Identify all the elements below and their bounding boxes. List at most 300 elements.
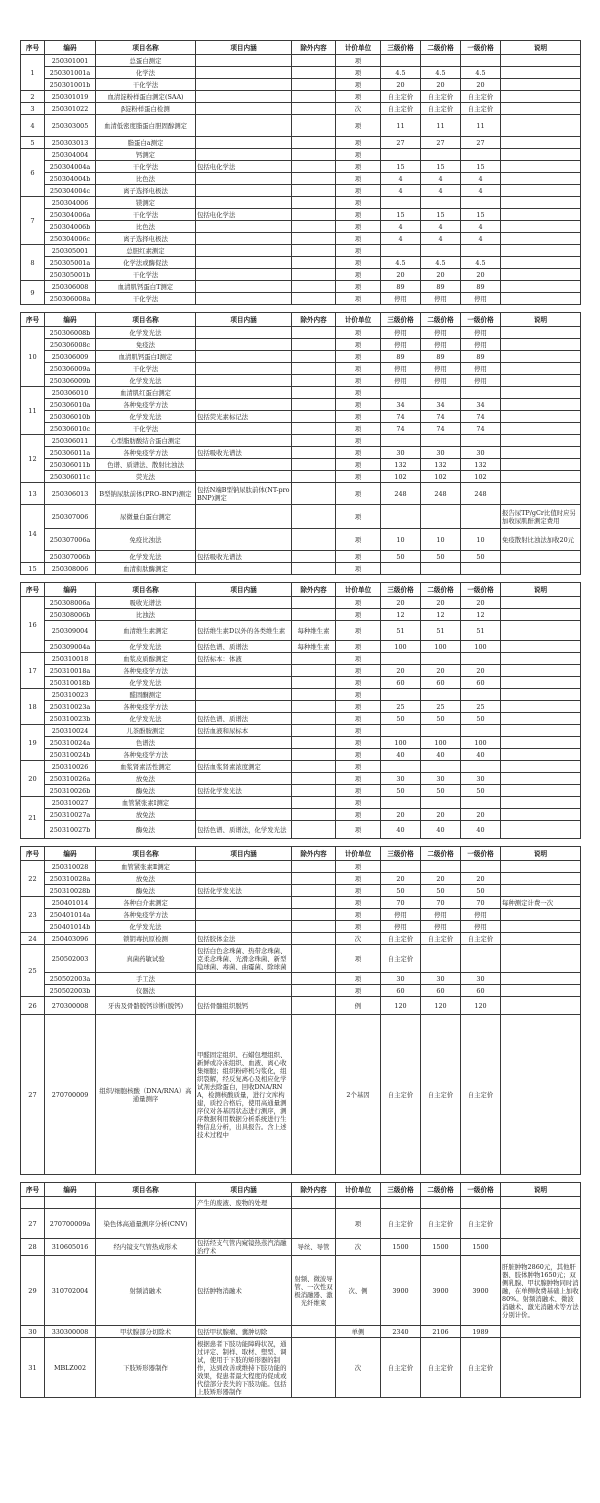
- item-name-cell: 酶免法: [96, 821, 196, 839]
- item-content-cell: [196, 233, 292, 245]
- notes-cell: [501, 873, 581, 885]
- level2-price-cell: [421, 245, 461, 257]
- level3-price-cell: 15: [381, 209, 421, 221]
- table-row: [21, 551, 581, 563]
- item-content-cell: [196, 173, 292, 185]
- table-row: [21, 257, 581, 269]
- level2-price-cell: 自主定价: [421, 1338, 461, 1398]
- level1-price-cell: 4.5: [461, 257, 501, 269]
- page-break: [21, 575, 581, 583]
- item-name-cell: 放免法: [96, 873, 196, 885]
- notes-cell: [501, 997, 581, 1015]
- level3-price-cell: 60: [381, 677, 421, 689]
- unit-cell: 项: [336, 529, 381, 551]
- level3-price-cell: 30: [381, 447, 421, 459]
- item-content-cell: [196, 281, 292, 293]
- notes-cell: 每种测定计费一次: [501, 897, 581, 909]
- seq-cell: 3: [21, 103, 45, 115]
- item-name-header: 项目名称: [96, 313, 196, 327]
- level3-price-cell: 27: [381, 137, 421, 149]
- seq-cell: 31: [21, 1338, 45, 1398]
- item-name-cell: 化学发光法: [96, 551, 196, 563]
- level1-price-cell: 20: [461, 269, 501, 281]
- excluded-cell: [292, 551, 336, 563]
- excluded-cell: [292, 677, 336, 689]
- level1-price-cell: 30: [461, 447, 501, 459]
- item-content-cell: [196, 327, 292, 339]
- level3-price-cell: 50: [381, 785, 421, 797]
- item-content-cell: [196, 79, 292, 91]
- unit-cell: 项: [336, 809, 381, 821]
- item-content-cell: [196, 293, 292, 305]
- unit-cell: 项: [336, 447, 381, 459]
- code-cell: 250310027a: [45, 809, 96, 821]
- table-row: [21, 459, 581, 471]
- notes-cell: [501, 161, 581, 173]
- item-name-cell: 比色法: [96, 221, 196, 233]
- level2-price-cell: [421, 55, 461, 67]
- item-content-cell: [196, 269, 292, 281]
- level1-price-cell: 1500: [461, 1239, 501, 1256]
- item-content-cell: [196, 665, 292, 677]
- level3-price-cell: 3900: [381, 1256, 421, 1326]
- level1-price-cell: 停用: [461, 363, 501, 375]
- code-cell: 250310018: [45, 653, 96, 665]
- excluded-cell: [292, 327, 336, 339]
- level3-price-cell: 15: [381, 161, 421, 173]
- code-cell: 250305001b: [45, 269, 96, 281]
- level1-price-cell: 12: [461, 609, 501, 621]
- item-content-cell: 包括化学发光法: [196, 785, 292, 797]
- item-name-cell: 化学发光法: [96, 713, 196, 725]
- seq-cell: 1: [21, 55, 45, 91]
- table-row: [21, 55, 581, 67]
- excluded-cell: [292, 387, 336, 399]
- level3-price-cell: 100: [381, 641, 421, 653]
- level2-price-cell: 20: [421, 597, 461, 609]
- level1-price-cell: 停用: [461, 339, 501, 351]
- page-break-gap: [21, 305, 581, 313]
- table-row: [21, 327, 581, 339]
- level1-price-cell: 30: [461, 773, 501, 785]
- excluded-cell: [292, 67, 336, 79]
- notes-cell: [501, 435, 581, 447]
- level3-price-cell: 11: [381, 115, 421, 137]
- unit-cell: 项: [336, 921, 381, 933]
- code-cell: 250310027: [45, 797, 96, 809]
- excluded-cell: [292, 293, 336, 305]
- seq-cell: 24: [21, 933, 45, 945]
- seq-cell: 19: [21, 725, 45, 761]
- seq-cell: 6: [21, 149, 45, 197]
- level1-price-cell: 10: [461, 529, 501, 551]
- notes-cell: [501, 221, 581, 233]
- seq-cell: 9: [21, 281, 45, 305]
- notes-cell: [501, 269, 581, 281]
- level2-price-cell: 10: [421, 529, 461, 551]
- seq-cell: 5: [21, 137, 45, 149]
- level2-price-cell: 2106: [421, 1326, 461, 1338]
- level2-price-cell: 74: [421, 411, 461, 423]
- seq-cell: 18: [21, 689, 45, 725]
- item-name-cell: 化学发光法: [96, 327, 196, 339]
- item-name-cell: 射频消融术: [96, 1256, 196, 1326]
- level3-price-cell: [381, 435, 421, 447]
- level2-price-cell: 74: [421, 423, 461, 435]
- notes-cell: [501, 483, 581, 505]
- page-break-gap: [21, 839, 581, 847]
- code-header: 编码: [45, 583, 96, 597]
- level1-price-cell: 4: [461, 221, 501, 233]
- table-row: [21, 921, 581, 933]
- notes-cell: [501, 809, 581, 821]
- code-cell: 310605016: [45, 1239, 96, 1256]
- code-cell: 330300008: [45, 1326, 96, 1338]
- seq-cell: 29: [21, 1256, 45, 1326]
- item-content-cell: [196, 91, 292, 103]
- level1-price-cell: 40: [461, 749, 501, 761]
- item-content-cell: [196, 773, 292, 785]
- level2-price-cell: [421, 689, 461, 701]
- excluded-cell: [292, 161, 336, 173]
- item-name-cell: 放免法: [96, 773, 196, 785]
- item-name-cell: 色谱法: [96, 737, 196, 749]
- level1-price-cell: 自主定价: [461, 1338, 501, 1398]
- code-cell: 250306008b: [45, 327, 96, 339]
- level1-price-cell: [461, 197, 501, 209]
- level2-price-cell: [421, 653, 461, 665]
- seq-cell: 15: [21, 563, 45, 575]
- item-name-cell: 干化学法: [96, 209, 196, 221]
- excluded-cell: [292, 563, 336, 575]
- unit-cell: 项: [336, 897, 381, 909]
- unit-cell: 项: [336, 55, 381, 67]
- item-name-cell: 血浆皮质醇测定: [96, 653, 196, 665]
- code-cell: 250304004a: [45, 161, 96, 173]
- item-content-cell: [196, 363, 292, 375]
- item-name-cell: 吸收光谱法: [96, 597, 196, 609]
- level2-price-cell: 停用: [421, 921, 461, 933]
- item-name-cell: 血浆肾素活性测定: [96, 761, 196, 773]
- table-row: [21, 1209, 581, 1239]
- item-content-cell: 包括经支气管内窥镜热蒸汽消融治疗术: [196, 1239, 292, 1256]
- table-row: [21, 749, 581, 761]
- excluded-cell: [292, 713, 336, 725]
- code-cell: 270700009: [45, 1015, 96, 1175]
- notes-header: 说明: [501, 313, 581, 327]
- unit-cell: 项: [336, 737, 381, 749]
- notes-cell: [501, 281, 581, 293]
- item-name-cell: 染色体高通量测序分析(CNV): [96, 1209, 196, 1239]
- level2-price-cell: 50: [421, 551, 461, 563]
- level3-price-cell: 自主定价: [381, 1015, 421, 1175]
- item-content-cell: [196, 749, 292, 761]
- excluded-cell: [292, 1209, 336, 1239]
- level1-price-cell: 60: [461, 677, 501, 689]
- table-row: [21, 363, 581, 375]
- excluded-cell: [292, 103, 336, 115]
- level1-price-cell: [461, 797, 501, 809]
- level2-price-cell: 停用: [421, 339, 461, 351]
- item-name-cell: 干化学法: [96, 269, 196, 281]
- level2-price-cell: 4: [421, 173, 461, 185]
- table-row: [21, 399, 581, 411]
- table-row: [21, 1256, 581, 1326]
- level3-price-header: 三级价格: [381, 583, 421, 597]
- unit-cell: 项: [336, 387, 381, 399]
- table-row: [21, 91, 581, 103]
- unit-cell: 项: [336, 689, 381, 701]
- item-content-cell: [196, 55, 292, 67]
- code-cell: 250304006a: [45, 209, 96, 221]
- level2-price-cell: 3900: [421, 1256, 461, 1326]
- table-row: [21, 665, 581, 677]
- item-content-cell: [196, 873, 292, 885]
- notes-cell: [501, 861, 581, 873]
- code-cell: 250502003b: [45, 985, 96, 997]
- level2-price-cell: 停用: [421, 363, 461, 375]
- item-name-cell: 总蛋白测定: [96, 55, 196, 67]
- level3-price-cell: 4: [381, 221, 421, 233]
- unit-cell: 项: [336, 785, 381, 797]
- level2-price-header: 二级价格: [421, 847, 461, 861]
- unit-cell: 项: [336, 67, 381, 79]
- unit-cell: 项: [336, 665, 381, 677]
- excluded-cell: [292, 921, 336, 933]
- level3-price-cell: 自主定价: [381, 1338, 421, 1398]
- level2-price-cell: [421, 435, 461, 447]
- notes-cell: 肝脏肿物2860元，其他肝器、肢体肿物1650元；双侧乳腺、甲状腺肿物同时消融，在单侧收费基础上加收80%。射频消融术、微波消融术、激光消融术等方法分别计价。: [501, 1256, 581, 1326]
- notes-cell: [501, 67, 581, 79]
- item-name-cell: 各种免疫学方法: [96, 399, 196, 411]
- notes-cell: [501, 245, 581, 257]
- unit-cell: 项: [336, 773, 381, 785]
- level3-price-cell: 停用: [381, 909, 421, 921]
- level1-price-cell: 40: [461, 821, 501, 839]
- notes-cell: [501, 471, 581, 483]
- item-content-cell: [196, 375, 292, 387]
- unit-cell: 项: [336, 327, 381, 339]
- table-row: [21, 997, 581, 1015]
- level2-price-cell: 4.5: [421, 67, 461, 79]
- notes-cell: [501, 387, 581, 399]
- table-row: [21, 653, 581, 665]
- excluded-cell: [292, 411, 336, 423]
- item-name-cell: 干化学法: [96, 363, 196, 375]
- item-name-cell: 干化学法: [96, 161, 196, 173]
- item-content-cell: 包括骨髓组织脱钙: [196, 997, 292, 1015]
- level2-price-cell: 4: [421, 185, 461, 197]
- item-name-cell: 干化学法: [96, 79, 196, 91]
- item-content-cell: [196, 149, 292, 161]
- notes-cell: [501, 1338, 581, 1398]
- notes-cell: [501, 103, 581, 115]
- excluded-cell: [292, 459, 336, 471]
- unit-cell: 项: [336, 79, 381, 91]
- table-row: [21, 387, 581, 399]
- code-header: 编码: [45, 847, 96, 861]
- excluded-header: 除外内容: [292, 847, 336, 861]
- level1-price-cell: 25: [461, 701, 501, 713]
- item-content-header: 项目内涵: [196, 1183, 292, 1197]
- level1-price-cell: [461, 563, 501, 575]
- excluded-cell: [292, 761, 336, 773]
- excluded-cell: [292, 471, 336, 483]
- item-content-cell: 甲醛固定组织、石蜡包埋组织、新鲜或冷冻组织、血液、离心收集细胞；组织粉碎机匀浆化，组织裂解，经反复离心及相应化学试剂去除蛋白，回收DNA/RNA，检测核酸质量，进行文库构建，质控合格后，使用高通量测序仪对各基因状态进行测序，测序数据利用数据分析系统进行生物信息分析，出具报告。含上述技术过程中: [196, 1015, 292, 1175]
- item-content-cell: [196, 597, 292, 609]
- item-content-cell: [196, 973, 292, 985]
- seq-header: 序号: [21, 1183, 45, 1197]
- unit-cell: 项: [336, 563, 381, 575]
- level1-price-header: 一级价格: [461, 583, 501, 597]
- item-name-cell: 免疫法: [96, 339, 196, 351]
- code-cell: 250401014a: [45, 909, 96, 921]
- code-cell: 250306010b: [45, 411, 96, 423]
- level1-price-cell: 30: [461, 973, 501, 985]
- page-break: [21, 1175, 581, 1183]
- unit-cell: 项: [336, 885, 381, 897]
- level2-price-cell: [421, 505, 461, 529]
- level3-price-cell: [381, 563, 421, 575]
- notes-cell: [501, 1015, 581, 1175]
- code-cell: 250304004b: [45, 173, 96, 185]
- code-cell: 250301001a: [45, 67, 96, 79]
- code-cell: 250304006: [45, 197, 96, 209]
- code-cell: 250310018b: [45, 677, 96, 689]
- unit-cell: 项: [336, 281, 381, 293]
- level2-price-header: 二级价格: [421, 1183, 461, 1197]
- level1-price-cell: 70: [461, 897, 501, 909]
- item-content-cell: [196, 689, 292, 701]
- excluded-cell: [292, 821, 336, 839]
- item-name-cell: 钙测定: [96, 149, 196, 161]
- level1-price-cell: 248: [461, 483, 501, 505]
- level2-price-cell: 102: [421, 471, 461, 483]
- item-name-cell: 尿微量白蛋白测定: [96, 505, 196, 529]
- seq-cell: 11: [21, 387, 45, 435]
- level3-price-cell: 89: [381, 281, 421, 293]
- code-cell: 250304004c: [45, 185, 96, 197]
- level3-price-cell: 102: [381, 471, 421, 483]
- item-content-cell: 包括吸收光谱法: [196, 551, 292, 563]
- level2-price-cell: 自主定价: [421, 1209, 461, 1239]
- item-name-cell: B型钠尿肽前体(PRO-BNP)测定: [96, 483, 196, 505]
- level1-price-cell: [461, 505, 501, 529]
- level3-price-cell: [381, 505, 421, 529]
- excluded-cell: [292, 363, 336, 375]
- level2-price-cell: 34: [421, 399, 461, 411]
- level1-price-cell: 50: [461, 785, 501, 797]
- level3-price-cell: 20: [381, 665, 421, 677]
- item-content-cell: 包括吸收光谱法: [196, 447, 292, 459]
- seq-cell: 12: [21, 435, 45, 483]
- table-row: [21, 505, 581, 529]
- level3-price-header: 三级价格: [381, 313, 421, 327]
- level2-price-cell: [421, 725, 461, 737]
- level3-price-cell: 50: [381, 551, 421, 563]
- item-name-cell: [96, 1197, 196, 1209]
- unit-cell: 次: [336, 933, 381, 945]
- notes-cell: [501, 737, 581, 749]
- seq-cell: 10: [21, 327, 45, 387]
- level1-price-cell: 自主定价: [461, 91, 501, 103]
- notes-cell: [501, 1197, 581, 1209]
- level2-price-cell: 4.5: [421, 257, 461, 269]
- notes-cell: [501, 797, 581, 809]
- code-cell: 250310023: [45, 689, 96, 701]
- excluded-cell: [292, 809, 336, 821]
- item-content-cell: 包括色谱、质谱法，化学发光法: [196, 821, 292, 839]
- level1-price-cell: [461, 689, 501, 701]
- unit-cell: 项: [336, 609, 381, 621]
- item-content-cell: [196, 985, 292, 997]
- excluded-header: 除外内容: [292, 313, 336, 327]
- excluded-cell: [292, 483, 336, 505]
- level2-price-cell: [421, 945, 461, 973]
- level2-price-cell: 4: [421, 221, 461, 233]
- level2-price-cell: [421, 563, 461, 575]
- level2-price-cell: 20: [421, 79, 461, 91]
- item-content-cell: [196, 257, 292, 269]
- level1-price-cell: [461, 435, 501, 447]
- table-row: [21, 701, 581, 713]
- table-row: [21, 471, 581, 483]
- notes-cell: [501, 761, 581, 773]
- item-name-cell: 醛固酮测定: [96, 689, 196, 701]
- level1-price-cell: [461, 55, 501, 67]
- excluded-cell: [292, 447, 336, 459]
- code-cell: 250310027b: [45, 821, 96, 839]
- table-row: [21, 149, 581, 161]
- notes-cell: [501, 209, 581, 221]
- level3-price-cell: [381, 689, 421, 701]
- level1-price-cell: 51: [461, 621, 501, 641]
- notes-cell: [501, 91, 581, 103]
- excluded-cell: [292, 221, 336, 233]
- level3-price-cell: 1500: [381, 1239, 421, 1256]
- item-name-cell: 酶免法: [96, 885, 196, 897]
- item-name-cell: 干化学法: [96, 293, 196, 305]
- code-cell: 250301019: [45, 91, 96, 103]
- unit-cell: 项: [336, 233, 381, 245]
- item-content-cell: 包括血液和尿标本: [196, 725, 292, 737]
- item-content-cell: [196, 1209, 292, 1239]
- item-name-cell: 化学发光法: [96, 411, 196, 423]
- unit-cell: 项: [336, 149, 381, 161]
- table-row: [21, 197, 581, 209]
- level3-price-cell: 50: [381, 713, 421, 725]
- notes-cell: [501, 563, 581, 575]
- level3-price-cell: 40: [381, 821, 421, 839]
- level1-price-cell: 74: [461, 411, 501, 423]
- excluded-cell: [292, 689, 336, 701]
- table-row: [21, 689, 581, 701]
- excluded-cell: 导丝、导管: [292, 1239, 336, 1256]
- item-content-cell: [196, 897, 292, 909]
- code-cell: 250306009a: [45, 363, 96, 375]
- level3-price-cell: 自主定价: [381, 91, 421, 103]
- table-row: [21, 79, 581, 91]
- level3-price-cell: 停用: [381, 921, 421, 933]
- item-name-header: 项目名称: [96, 847, 196, 861]
- level2-price-cell: 20: [421, 873, 461, 885]
- code-cell: 250306013: [45, 483, 96, 505]
- notes-cell: [501, 459, 581, 471]
- seq-header: 序号: [21, 583, 45, 597]
- level3-price-cell: [381, 197, 421, 209]
- table-row: [21, 785, 581, 797]
- page-break: [21, 305, 581, 313]
